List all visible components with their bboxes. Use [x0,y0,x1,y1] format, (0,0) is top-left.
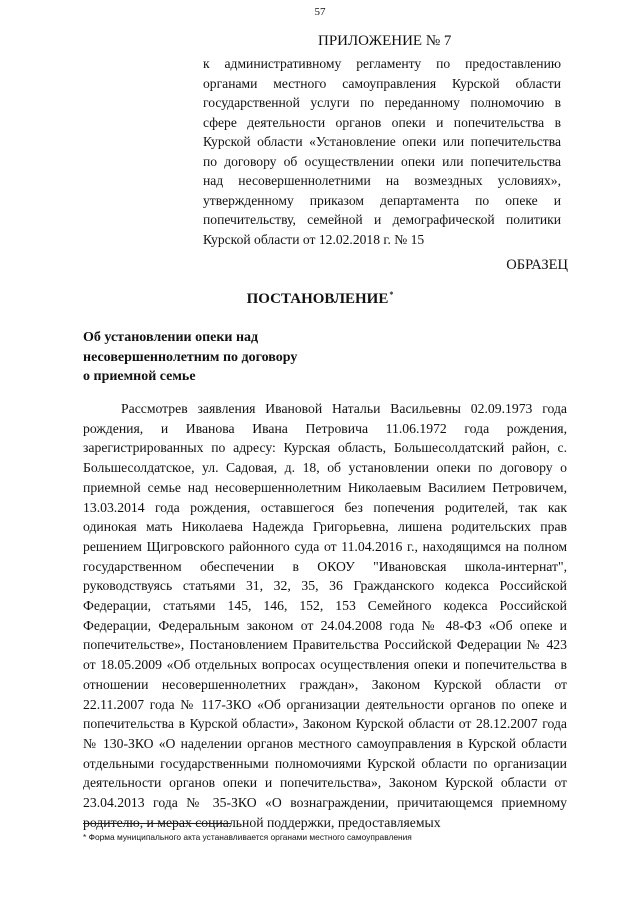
subject-heading [83,328,383,387]
footnote-divider [83,823,231,824]
appendix-text: к административному регламенту по предоставлению органами местного самоуправления Курской области государственной услуги по переданному полномочию в сфере деятельности органов опеки и попечительства в Курской области «Установление опеки или попечительства по договору об осуществлении опеки или попечительства над несовершеннолетними на возмездных условиях», утвержденному приказом департамента по опеке и попечительству, семейной и демографической политики Курской области от 12.02.2018 г. № 15 [203,56,561,247]
appendix-title: ПРИЛОЖЕНИЕ № 7 [318,33,452,49]
subject-line-3: о приемной семье [83,369,196,384]
subject-line-1: Об установлении опеки над [83,330,259,345]
footnote-mark: * [389,290,394,299]
sample-label: ОБРАЗЕЦ [506,257,568,273]
main-paragraph: Рассмотрев заявления Ивановой Натальи Васильевны 02.09.1973 года рождения, и Иванова Ивана Петровича 11.06.1972 года рождения, зарегистрированных по адресу: Курская область, Большесолдатский район, с. Большесолдатское, ул. Садовая, д. 18, об установлении опеки по договору о приемной семье над несовершеннолетним Николаевым Василием Петровичем, 13.03.2014 года рождения, оставшегося без попечения родителей, так как одинокая мать Николаева Надежда Григорьевна, лишена родительских прав решением Щигровского районного суда от 11.04.2016 г., находящимся на полном государственном обеспечении в ОКОУ "Ивановская школа-интернат", руководствуясь статьями 31, 32, 35, 36 Гражданского кодекса Российской Федерации, статьями 145, 146, 152, 153 Семейного кодекса Российской Федерации, Федеральным законом от 24.04.2008 года № 48-ФЗ «Об опеке и попечительстве», Постановлением Правительства Российской Федерации № 423 от 18.05.2009 «Об отдельных вопросах осуществления опеки и попечительства в отношении несовершеннолетних граждан», Законом Курской области от 22.11.2007 года № 117-ЗКО «Об организации деятельности органов по опеке и попечительства в Курской области», Законом Курской области от 28.12.2007 года № 130-ЗКО «О наделении органов местного самоуправления в Курской области отдельными государственными полномочиями Курской области по организации деятельности органов опеки и попечительства», Законом Курской области от 23.04.2013 года № 35-ЗКО «О вознаграждении, причитающемся приемному родителю, и мерах социальной поддержки, предоставляемых [83,401,567,830]
document-title [0,290,640,308]
document-title-text: ПОСТАНОВЛЕНИЕ [246,291,389,307]
footnote-text: * Форма муниципального акта устанавливается органами местного самоуправления [83,832,412,842]
page-number: 57 [314,6,326,18]
subject-line-2: несовершеннолетним по договору [83,349,298,365]
